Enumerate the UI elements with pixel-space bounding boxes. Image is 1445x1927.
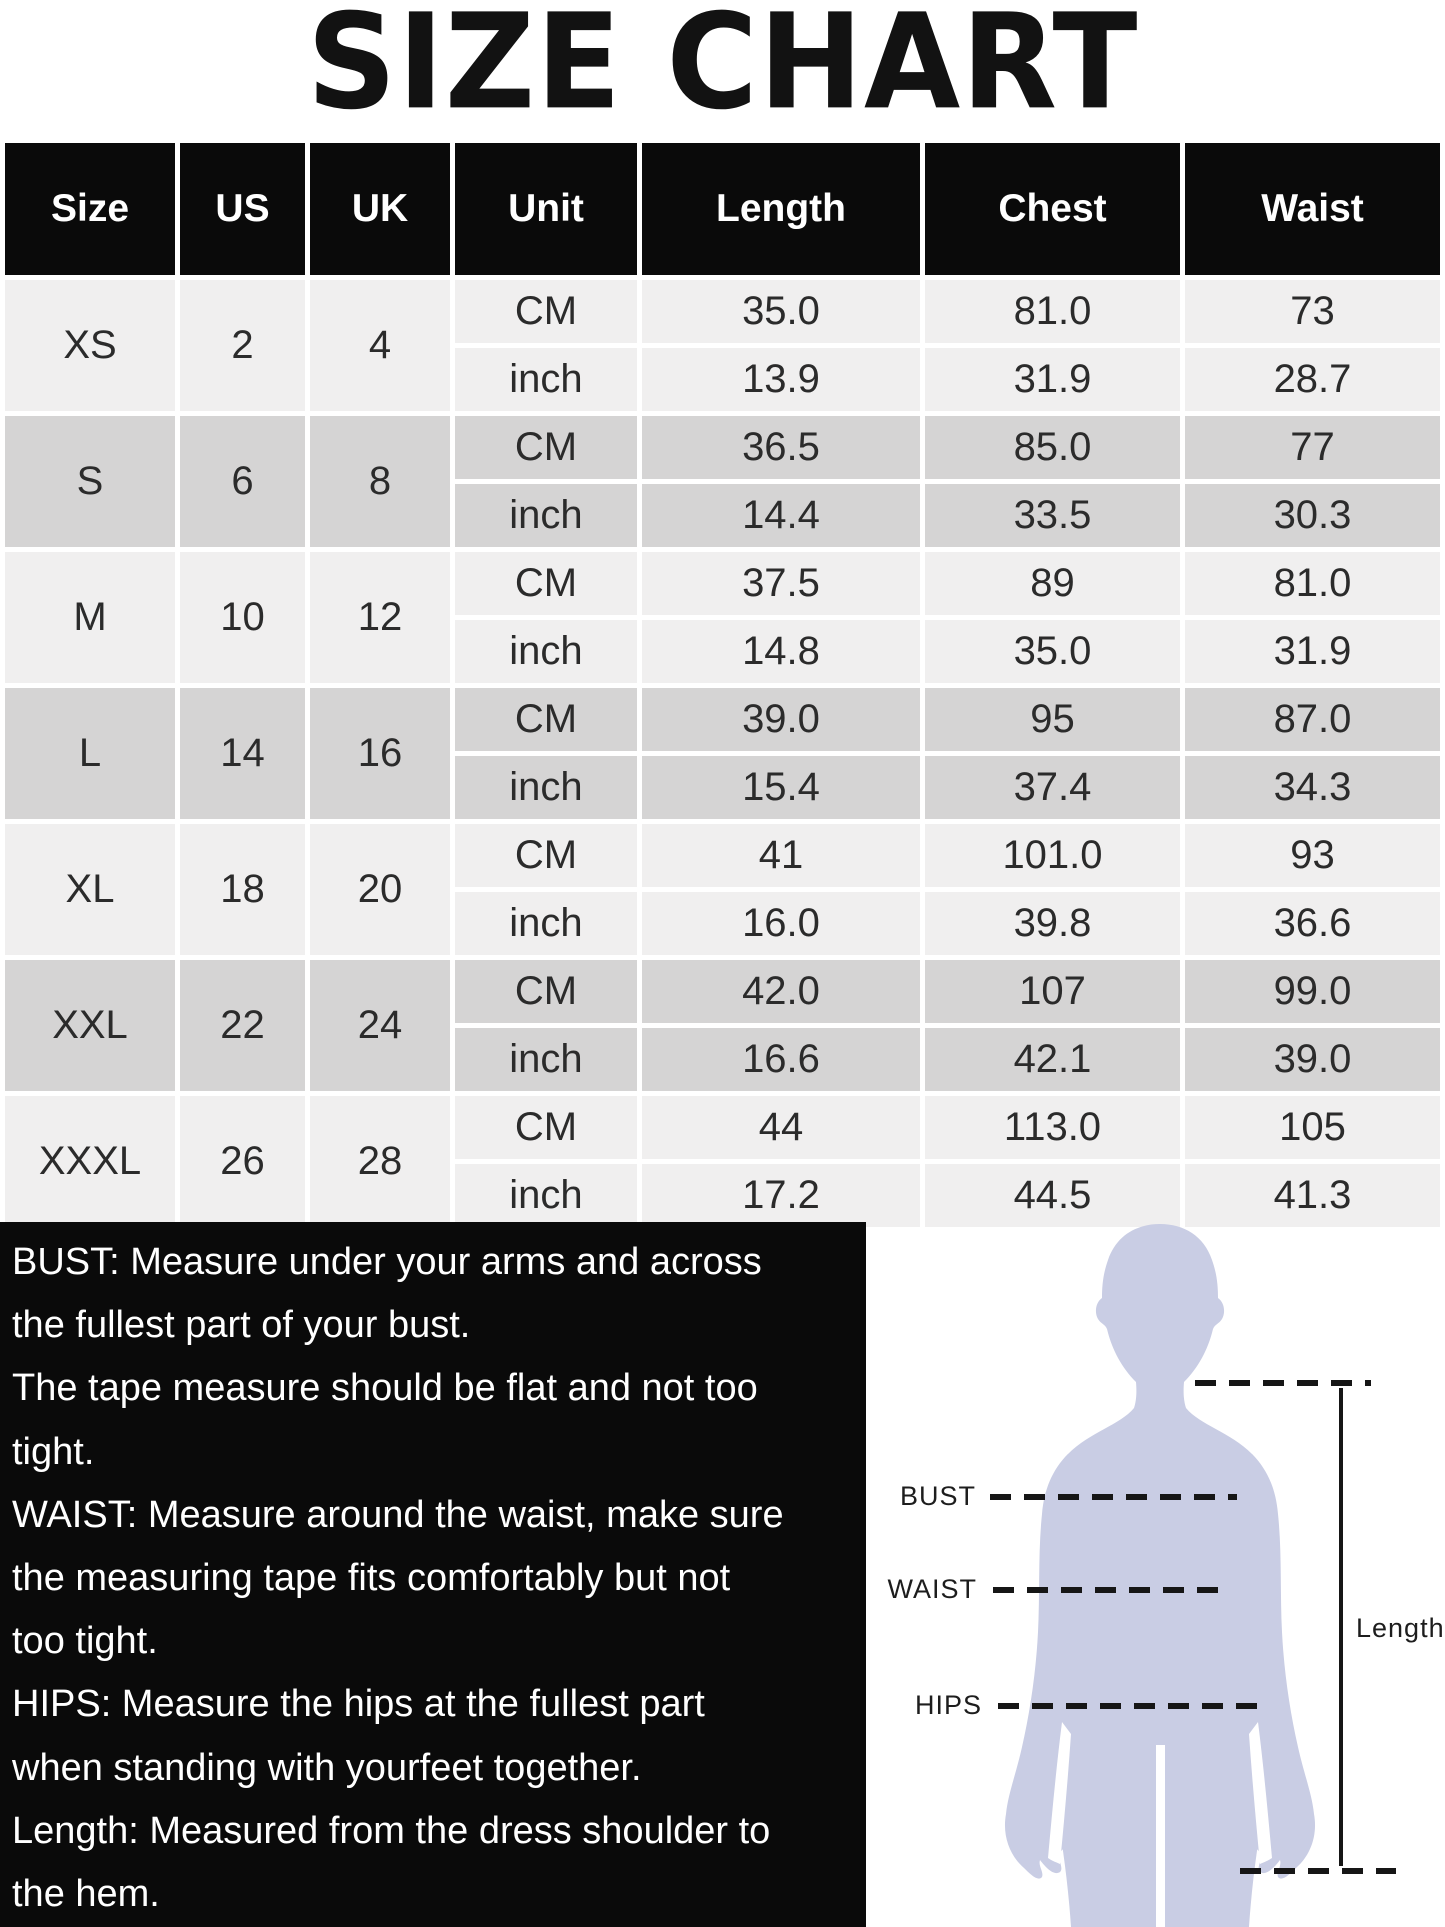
table-row-s [5,416,1440,547]
instruction-line: too tight. [12,1620,158,1663]
xl-inch-subrow [455,892,1440,955]
xl-cm-waist-cell: 93 [1185,824,1440,887]
xxxl-cm-chest-cell: 113.0 [925,1096,1180,1159]
m-cm-length-cell: 37.5 [642,552,920,615]
m-uk-cell: 12 [310,552,450,683]
xxl-inch-unit-cell: inch [455,1028,637,1091]
length-measure-line [1339,1388,1343,1866]
s-inch-chest-cell: 33.5 [925,484,1180,547]
xl-cm-subrow [455,824,1440,887]
xxxl-uk-cell: 28 [310,1096,450,1227]
instruction-line: Length: Measured from the dress shoulder to [12,1809,771,1852]
header-us: US [180,143,305,275]
s-inch-unit-cell: inch [455,484,637,547]
hips-dashed-line [998,1703,1266,1709]
l-cm-chest-cell: 95 [925,688,1180,751]
xs-inch-chest-cell: 31.9 [925,348,1180,411]
instruction-line: tight. [12,1430,95,1473]
m-cm-unit-cell: CM [455,552,637,615]
xxl-inch-chest-cell: 42.1 [925,1028,1180,1091]
xl-cm-unit-cell: CM [455,824,637,887]
m-inch-unit-cell: inch [455,620,637,683]
l-inch-waist-cell: 34.3 [1185,756,1440,819]
s-cm-chest-cell: 85.0 [925,416,1180,479]
m-cm-waist-cell: 81.0 [1185,552,1440,615]
xs-size-cell: XS [5,280,175,411]
l-us-cell: 14 [180,688,305,819]
m-cm-subrow [455,552,1440,615]
instruction-line: when standing with yourfeet together. [12,1746,642,1789]
instruction-line: the fullest part of your bust. [12,1304,471,1347]
header-length: Length [642,143,920,275]
measuring-instructions-box [0,1222,866,1927]
header-chest: Chest [925,143,1180,275]
l-inch-chest-cell: 37.4 [925,756,1180,819]
instruction-line: The tape measure should be flat and not too [12,1367,758,1410]
xs-inch-waist-cell: 28.7 [1185,348,1440,411]
l-inch-subrow [455,756,1440,819]
xxxl-inch-waist-cell: 41.3 [1185,1164,1440,1227]
s-cm-unit-cell: CM [455,416,637,479]
xxxl-inch-subrow [455,1164,1440,1227]
xxl-cm-length-cell: 42.0 [642,960,920,1023]
xxl-cm-waist-cell: 99.0 [1185,960,1440,1023]
xs-us-cell: 2 [180,280,305,411]
l-inch-unit-cell: inch [455,756,637,819]
xxl-inch-length-cell: 16.6 [642,1028,920,1091]
xxl-us-cell: 22 [180,960,305,1091]
xxxl-size-cell: XXXL [5,1096,175,1227]
l-cm-waist-cell: 87.0 [1185,688,1440,751]
s-cm-length-cell: 36.5 [642,416,920,479]
m-cm-chest-cell: 89 [925,552,1180,615]
m-inch-waist-cell: 31.9 [1185,620,1440,683]
xl-cm-chest-cell: 101.0 [925,824,1180,887]
instruction-line: BUST: Measure under your arms and across [12,1241,762,1283]
l-cm-unit-cell: CM [455,688,637,751]
hem-dashed-line [1240,1868,1396,1874]
xs-cm-chest-cell: 81.0 [925,280,1180,343]
xs-uk-cell: 4 [310,280,450,411]
m-inch-length-cell: 14.8 [642,620,920,683]
xs-cm-length-cell: 35.0 [642,280,920,343]
l-cm-length-cell: 39.0 [642,688,920,751]
xxxl-us-cell: 26 [180,1096,305,1227]
table-row-xxxl [5,1096,1440,1227]
page-title: SIZE CHART [306,0,1139,139]
bust-dashed-line [990,1494,1237,1500]
xl-size-cell: XL [5,824,175,955]
xxl-cm-unit-cell: CM [455,960,637,1023]
header-unit: Unit [455,143,637,275]
xl-us-cell: 18 [180,824,305,955]
s-uk-cell: 8 [310,416,450,547]
xl-inch-chest-cell: 39.8 [925,892,1180,955]
xxl-uk-cell: 24 [310,960,450,1091]
xs-inch-unit-cell: inch [455,348,637,411]
xl-inch-length-cell: 16.0 [642,892,920,955]
xxxl-inch-chest-cell: 44.5 [925,1164,1180,1227]
m-size-cell: M [5,552,175,683]
xs-inch-length-cell: 13.9 [642,348,920,411]
xs-cm-unit-cell: CM [455,280,637,343]
title-wrap [0,0,1445,139]
m-inch-subrow [455,620,1440,683]
m-inch-chest-cell: 35.0 [925,620,1180,683]
bust-label: BUST [899,1481,976,1511]
waist-label: WAIST [887,1574,977,1604]
table-header-row [5,143,1440,275]
header-waist: Waist [1185,143,1440,275]
header-uk: UK [310,143,450,275]
size-table [5,143,1440,1227]
length-label: Length [1356,1613,1445,1643]
xl-inch-unit-cell: inch [455,892,637,955]
xxl-cm-subrow [455,960,1440,1023]
l-size-cell: L [5,688,175,819]
xxxl-cm-waist-cell: 105 [1185,1096,1440,1159]
l-inch-length-cell: 15.4 [642,756,920,819]
instruction-line: WAIST: Measure around the waist, make sure [12,1493,784,1536]
s-cm-subrow [455,416,1440,479]
xxl-inch-waist-cell: 39.0 [1185,1028,1440,1091]
xl-inch-waist-cell: 36.6 [1185,892,1440,955]
l-cm-subrow [455,688,1440,751]
instruction-line: the measuring tape fits comfortably but not [12,1557,731,1600]
xs-cm-waist-cell: 73 [1185,280,1440,343]
body-silhouette-illustration [950,1222,1330,1927]
table-row-xxl [5,960,1440,1091]
xl-uk-cell: 20 [310,824,450,955]
table-row-xl [5,824,1440,955]
xxxl-inch-length-cell: 17.2 [642,1164,920,1227]
xxxl-cm-subrow [455,1096,1440,1159]
m-us-cell: 10 [180,552,305,683]
s-inch-waist-cell: 30.3 [1185,484,1440,547]
table-row-l [5,688,1440,819]
xxl-inch-subrow [455,1028,1440,1091]
l-uk-cell: 16 [310,688,450,819]
s-us-cell: 6 [180,416,305,547]
waist-dashed-line [993,1587,1224,1593]
xxl-cm-chest-cell: 107 [925,960,1180,1023]
s-inch-subrow [455,484,1440,547]
s-inch-length-cell: 14.4 [642,484,920,547]
instruction-line: the hem. [12,1873,160,1916]
xl-cm-length-cell: 41 [642,824,920,887]
s-cm-waist-cell: 77 [1185,416,1440,479]
table-row-xs [5,280,1440,411]
table-row-m [5,552,1440,683]
shoulder-dashed-line [1195,1380,1371,1386]
xxxl-inch-unit-cell: inch [455,1164,637,1227]
xxxl-cm-unit-cell: CM [455,1096,637,1159]
instruction-line: HIPS: Measure the hips at the fullest part [12,1683,705,1726]
hips-label: HIPS [914,1690,982,1720]
xxl-size-cell: XXL [5,960,175,1091]
s-size-cell: S [5,416,175,547]
xxxl-cm-length-cell: 44 [642,1096,920,1159]
xs-inch-subrow [455,348,1440,411]
xs-cm-subrow [455,280,1440,343]
header-size: Size [5,143,175,275]
